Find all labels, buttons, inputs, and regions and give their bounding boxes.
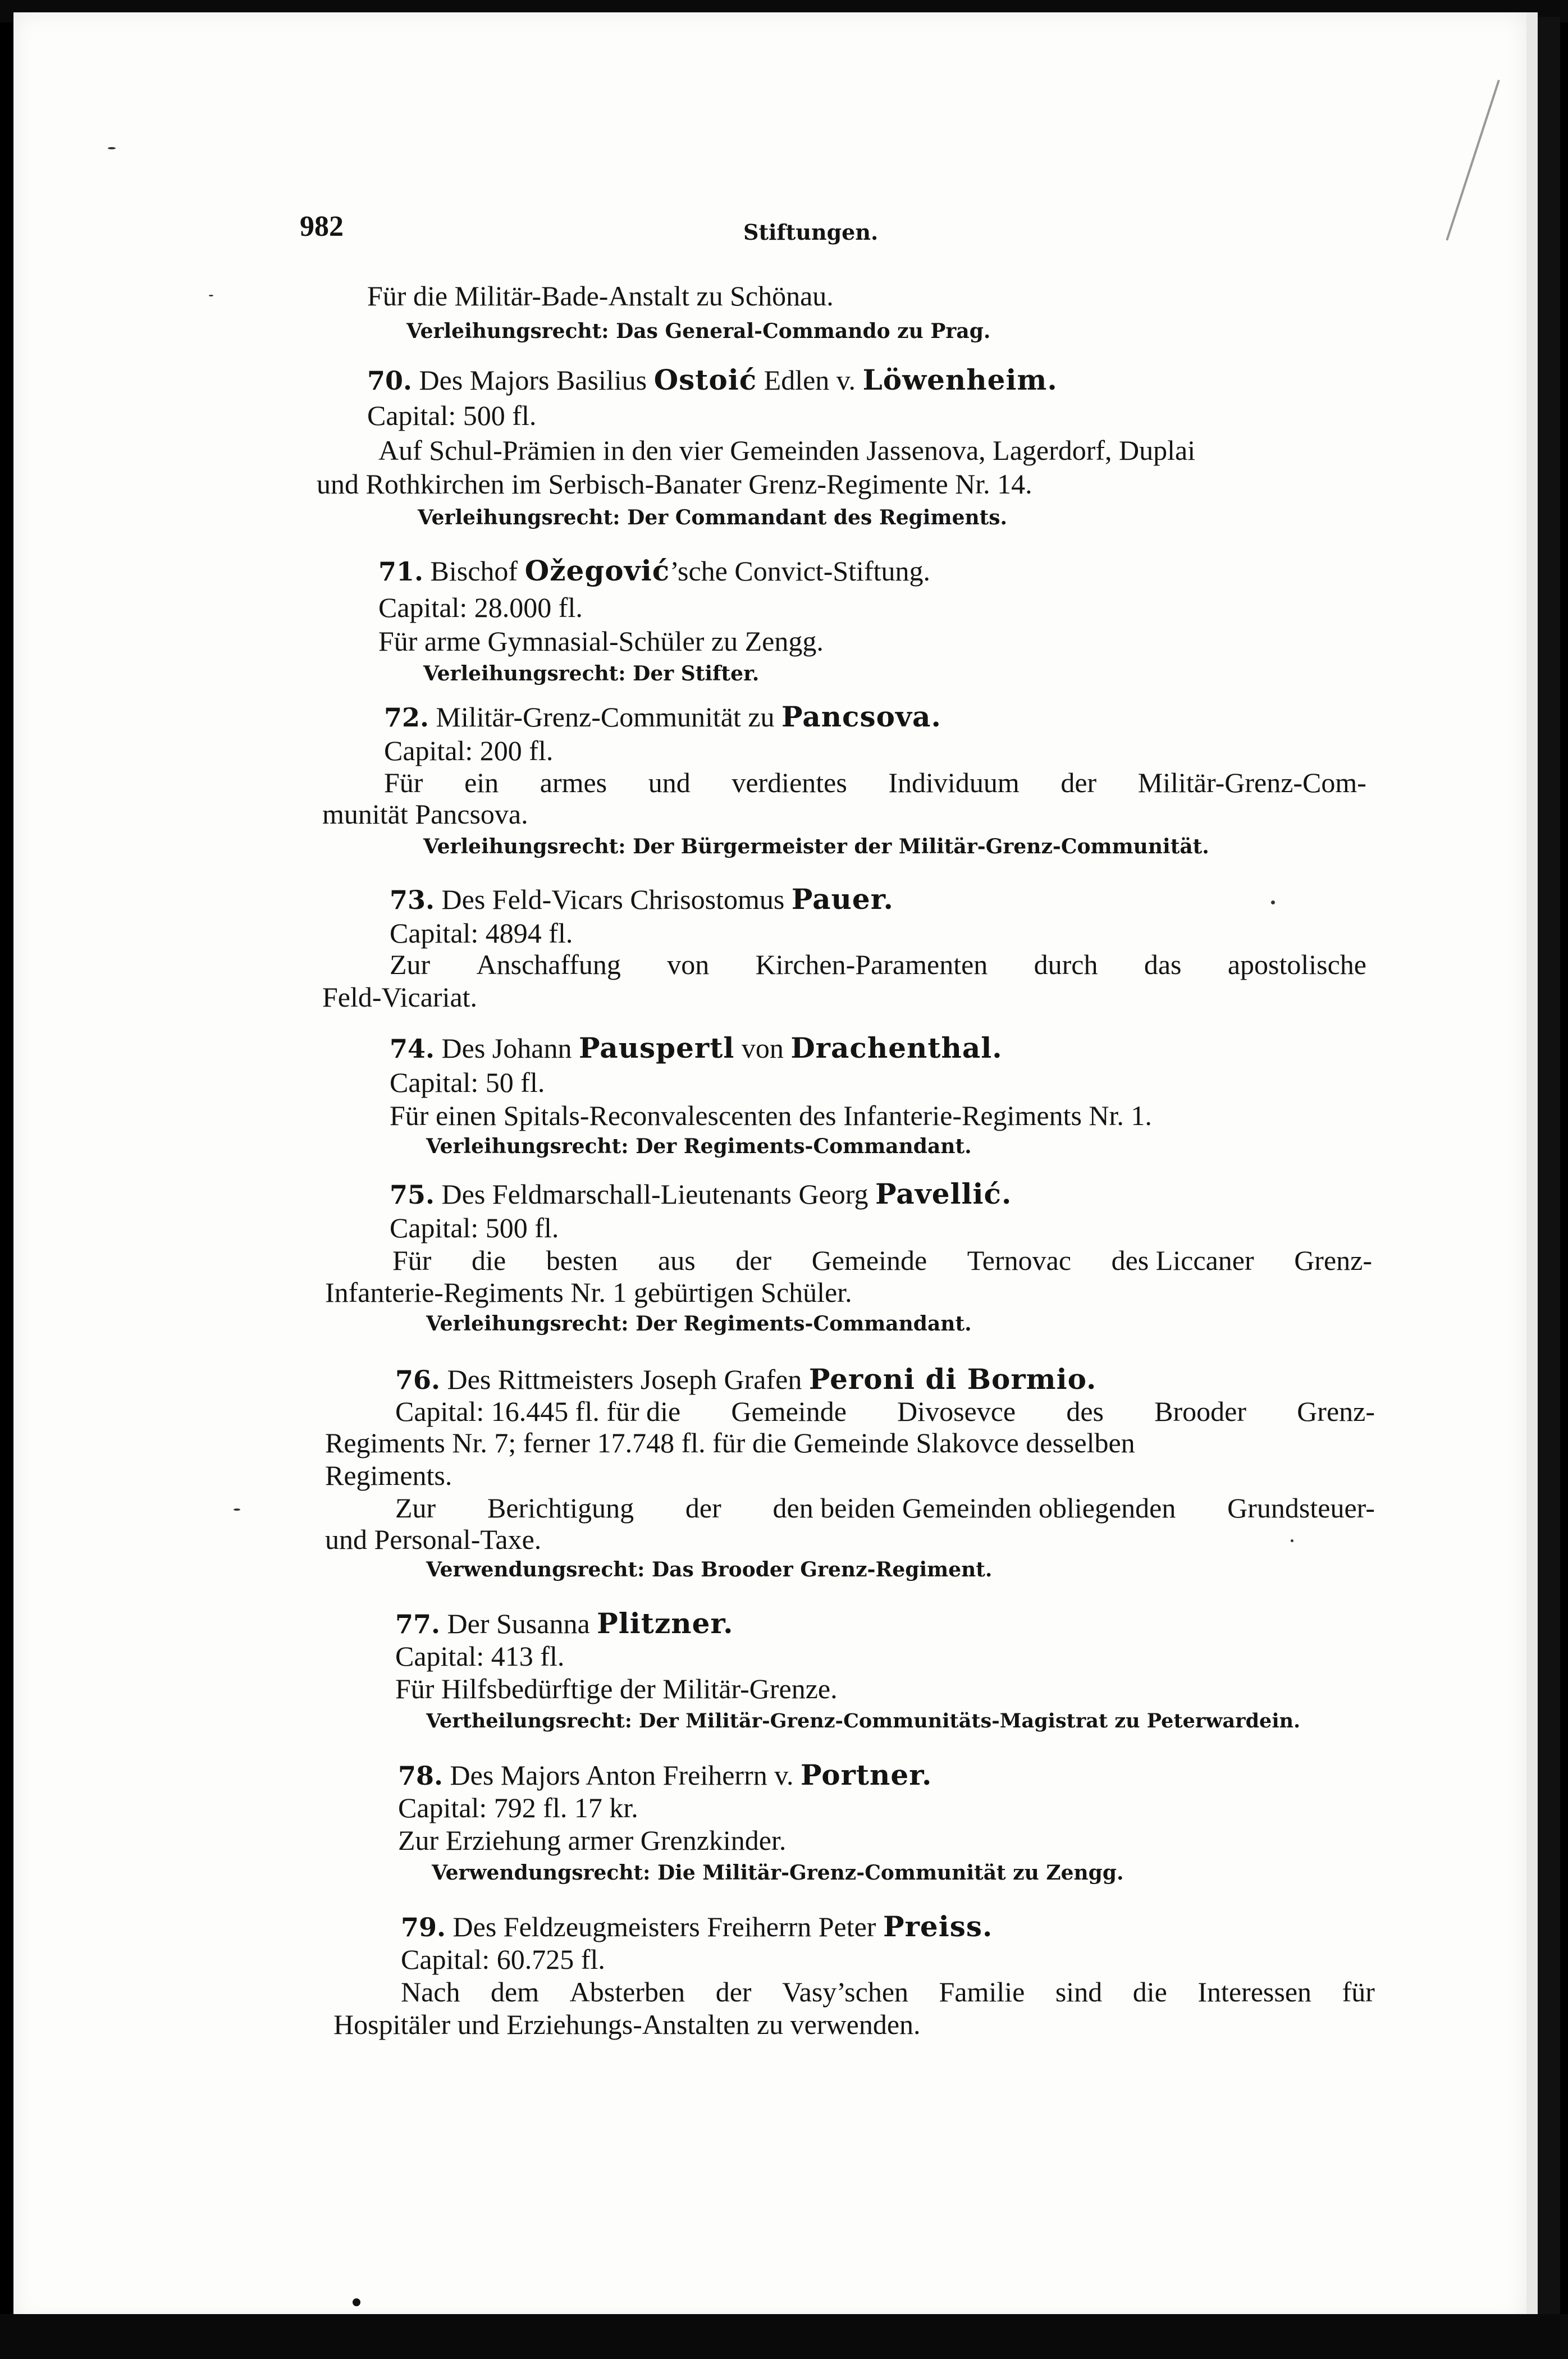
entry-title-pre: Bischof [430, 555, 518, 587]
entry-number: 78. [398, 1761, 444, 1791]
entry-72-heading [384, 700, 941, 734]
word: Capital: 16.445 fl. für die [395, 1396, 681, 1427]
entry-72-capital: Capital: 200 fl. [384, 735, 554, 766]
word: von [667, 949, 710, 980]
entry-name: Ožegović [524, 554, 670, 587]
entry-77-capital: Capital: 413 fl. [395, 1640, 565, 1672]
word: und [648, 767, 691, 798]
entry-73-capital: Capital: 4894 fl. [390, 917, 573, 949]
scan-speck [1291, 1539, 1293, 1542]
entry-name: Ostoić [653, 363, 757, 396]
entry-74-text-1: Für einen Spitals-Reconvalescenten des Infanterie-Regiments Nr. 1. [390, 1100, 1152, 1131]
entry-73-heading [390, 883, 894, 917]
word: verdientes [732, 767, 847, 798]
entry-title-pre: Des Feldzeugmeisters Freiherrn Peter [452, 1911, 876, 1942]
scan-speck [1271, 900, 1275, 904]
word: Individuum [888, 767, 1020, 798]
word: apostolische [1227, 949, 1366, 980]
word: Ternovac [967, 1245, 1072, 1276]
word: besten [546, 1245, 618, 1276]
entry-73-text-2: Feld-Vicariat. [322, 981, 478, 1013]
entry-name-2: Löwenheim. [862, 363, 1058, 396]
entry-name: Pancsova. [781, 700, 941, 733]
word: den beiden Gemeinden obliegenden [772, 1492, 1176, 1524]
word: der [685, 1492, 721, 1524]
word: Kirchen-Paramenten [755, 949, 988, 980]
word: Nach [401, 1976, 460, 2008]
entry-75-capital: Capital: 500 fl. [390, 1212, 559, 1243]
entry-74-capital: Capital: 50 fl. [390, 1067, 545, 1098]
entry-79-heading [401, 1910, 993, 1944]
word: ein [464, 767, 499, 798]
entry-78-heading [398, 1758, 932, 1793]
scan-scratch [1446, 80, 1500, 241]
entry-78-right: Verwendungsrecht: Die Militär-Grenz-Communität zu Zengg. [432, 1861, 1124, 1885]
entry-title-pre: Des Majors Anton Freiherrn v. [450, 1759, 794, 1791]
entry-title-pre: Des Rittmeisters Joseph Grafen [447, 1364, 802, 1395]
entry-name: Pauspertl [578, 1031, 735, 1064]
entry-76-capital [395, 1395, 1375, 1428]
entry-79-capital: Capital: 60.725 fl. [401, 1944, 605, 1975]
word: armes [540, 767, 607, 798]
word: der [735, 1245, 772, 1276]
page-content [13, 12, 1526, 2323]
running-title: Stiftungen. [743, 220, 879, 245]
word: des Liccaner [1111, 1245, 1254, 1276]
word: Zur [395, 1492, 436, 1524]
word: Berichtigung [487, 1492, 634, 1524]
intro-right: Verleihungsrecht: Das General-Commando zu Prag. [406, 319, 991, 343]
word: Anschaffung [476, 949, 621, 980]
entry-79-text-1 [401, 1975, 1375, 2009]
word: des [1066, 1396, 1104, 1427]
word: das [1144, 949, 1182, 980]
word: Familie [939, 1976, 1025, 2008]
entry-number: 74. [390, 1034, 435, 1064]
entry-name: Preiss. [883, 1910, 993, 1943]
word: Zur [390, 949, 431, 980]
entry-74-heading [390, 1031, 1003, 1066]
entry-78-text-1: Zur Erziehung armer Grenzkinder. [398, 1825, 787, 1856]
word: Divosevce [897, 1396, 1016, 1427]
word: Vasy’schen [782, 1976, 909, 2008]
entry-73-text-1 [390, 948, 1366, 981]
entry-78-capital: Capital: 792 fl. 17 kr. [398, 1792, 638, 1823]
entry-title-pre: Des Majors Basilius [419, 364, 647, 396]
entry-title-pre: Militär-Grenz-Communität zu [436, 701, 775, 733]
entry-79-text-2: Hospitäler und Erziehungs-Anstalten zu verwenden. [333, 2009, 921, 2040]
scan-speck [209, 295, 213, 296]
word: Gemeinde [811, 1245, 927, 1276]
entry-name: Peroni di Bormio. [808, 1363, 1097, 1396]
scan-border-bottom [0, 2314, 1568, 2359]
book-page [13, 12, 1526, 2323]
word: die [1132, 1976, 1167, 2008]
entry-70-text-2: und Rothkirchen im Serbisch-Banater Grenz-Regimente Nr. 14. [317, 468, 1032, 500]
entry-76-right: Verwendungsrecht: Das Brooder Grenz-Regiment. [426, 1558, 993, 1581]
entry-75-text-1 [392, 1243, 1372, 1277]
entry-75-heading [390, 1177, 1012, 1211]
entry-title-post: ’sche Convict-Stiftung. [670, 555, 930, 587]
entry-number: 72. [384, 702, 429, 733]
entry-title-pre: Des Johann [441, 1032, 572, 1064]
entry-72-right: Verleihungsrecht: Der Bürgermeister der Militär-Grenz-Communität. [423, 835, 1209, 858]
word: Grenz- [1294, 1245, 1372, 1276]
entry-number: 79. [401, 1912, 446, 1942]
entry-name: Portner. [800, 1758, 932, 1791]
word: Brooder [1154, 1396, 1246, 1427]
entry-70-heading [367, 363, 1058, 397]
entry-name: Pavellić. [875, 1177, 1012, 1210]
intro-text: Für die Militär-Bade-Anstalt zu Schönau. [367, 280, 834, 312]
entry-71-capital: Capital: 28.000 fl. [378, 592, 583, 623]
entry-name: Plitzner. [597, 1607, 734, 1640]
word: Grundsteuer- [1227, 1492, 1375, 1524]
entry-72-text-2: munität Pancsova. [322, 798, 528, 830]
entry-77-heading [395, 1607, 734, 1641]
word: sind [1055, 1976, 1103, 2008]
entry-70-capital: Capital: 500 fl. [367, 400, 537, 431]
entry-77-right: Vertheilungsrecht: Der Militär-Grenz-Communitäts-Magistrat zu Peterwardein. [426, 1709, 1301, 1732]
scan-border-right [1538, 17, 1560, 2324]
scan-speck [108, 147, 116, 149]
entry-77-text-1: Für Hilfsbedürftige der Militär-Grenze. [395, 1673, 838, 1704]
entry-name: Pauer. [791, 883, 894, 916]
entry-71-right: Verleihungsrecht: Der Stifter. [423, 662, 760, 685]
word: für [1342, 1976, 1375, 2008]
word: der [715, 1976, 752, 2008]
entry-number: 73. [390, 885, 435, 915]
word: Absterben [569, 1976, 685, 2008]
page-edge [1526, 12, 1538, 2323]
entry-76-text-1: Regiments Nr. 7; ferner 17.748 fl. für die Gemeinde Slakovce desselben [325, 1427, 1135, 1459]
word: Für [384, 767, 423, 798]
entry-71-heading [378, 554, 930, 588]
entry-title-pre: Der Susanna [447, 1608, 590, 1639]
word: aus [658, 1245, 696, 1276]
entry-76-text-2: Regiments. [325, 1460, 452, 1491]
word: Interessen [1197, 1976, 1312, 2008]
entry-76-text-3 [395, 1491, 1375, 1525]
scan-speck [234, 1508, 240, 1511]
entry-71-text-1: Für arme Gymnasial-Schüler zu Zengg. [378, 625, 824, 657]
entry-75-right: Verleihungsrecht: Der Regiments-Commandant. [426, 1312, 972, 1336]
entry-70-text-1: Auf Schul-Prämien in den vier Gemeinden Jassenova, Lagerdorf, Duplai [378, 435, 1196, 466]
entry-number: 75. [390, 1180, 435, 1210]
entry-76-heading [395, 1363, 1096, 1397]
word: Für [392, 1245, 432, 1276]
entry-number: 70. [367, 365, 413, 396]
entry-70-right: Verleihungsrecht: Der Commandant des Regiments. [418, 506, 1008, 529]
entry-76-text-4: und Personal-Taxe. [325, 1524, 542, 1555]
scan-speck [353, 2298, 360, 2306]
word: der [1060, 767, 1097, 798]
entry-title-mid: von [741, 1032, 784, 1064]
entry-number: 77. [395, 1609, 441, 1639]
word: durch [1034, 949, 1098, 980]
word: Grenz- [1297, 1396, 1375, 1427]
word: die [472, 1245, 506, 1276]
entry-title-pre: Des Feldmarschall-Lieutenants Georg [441, 1178, 868, 1210]
entry-title-mid: Edlen v. [764, 364, 856, 396]
entry-74-right: Verleihungsrecht: Der Regiments-Commandant. [426, 1135, 972, 1158]
entry-number: 76. [395, 1365, 441, 1395]
word: Militär-Grenz-Com- [1137, 767, 1366, 798]
word: dem [491, 1976, 540, 2008]
entry-number: 71. [378, 556, 424, 587]
page-number: 982 [300, 211, 344, 243]
entry-72-text-1 [384, 766, 1366, 799]
entry-75-text-2: Infanterie-Regiments Nr. 1 gebürtigen Schüler. [325, 1277, 852, 1308]
entry-name-2: Drachenthal. [790, 1031, 1003, 1064]
word: Gemeinde [731, 1396, 847, 1427]
entry-title-pre: Des Feld-Vicars Chrisostomus [441, 884, 785, 915]
